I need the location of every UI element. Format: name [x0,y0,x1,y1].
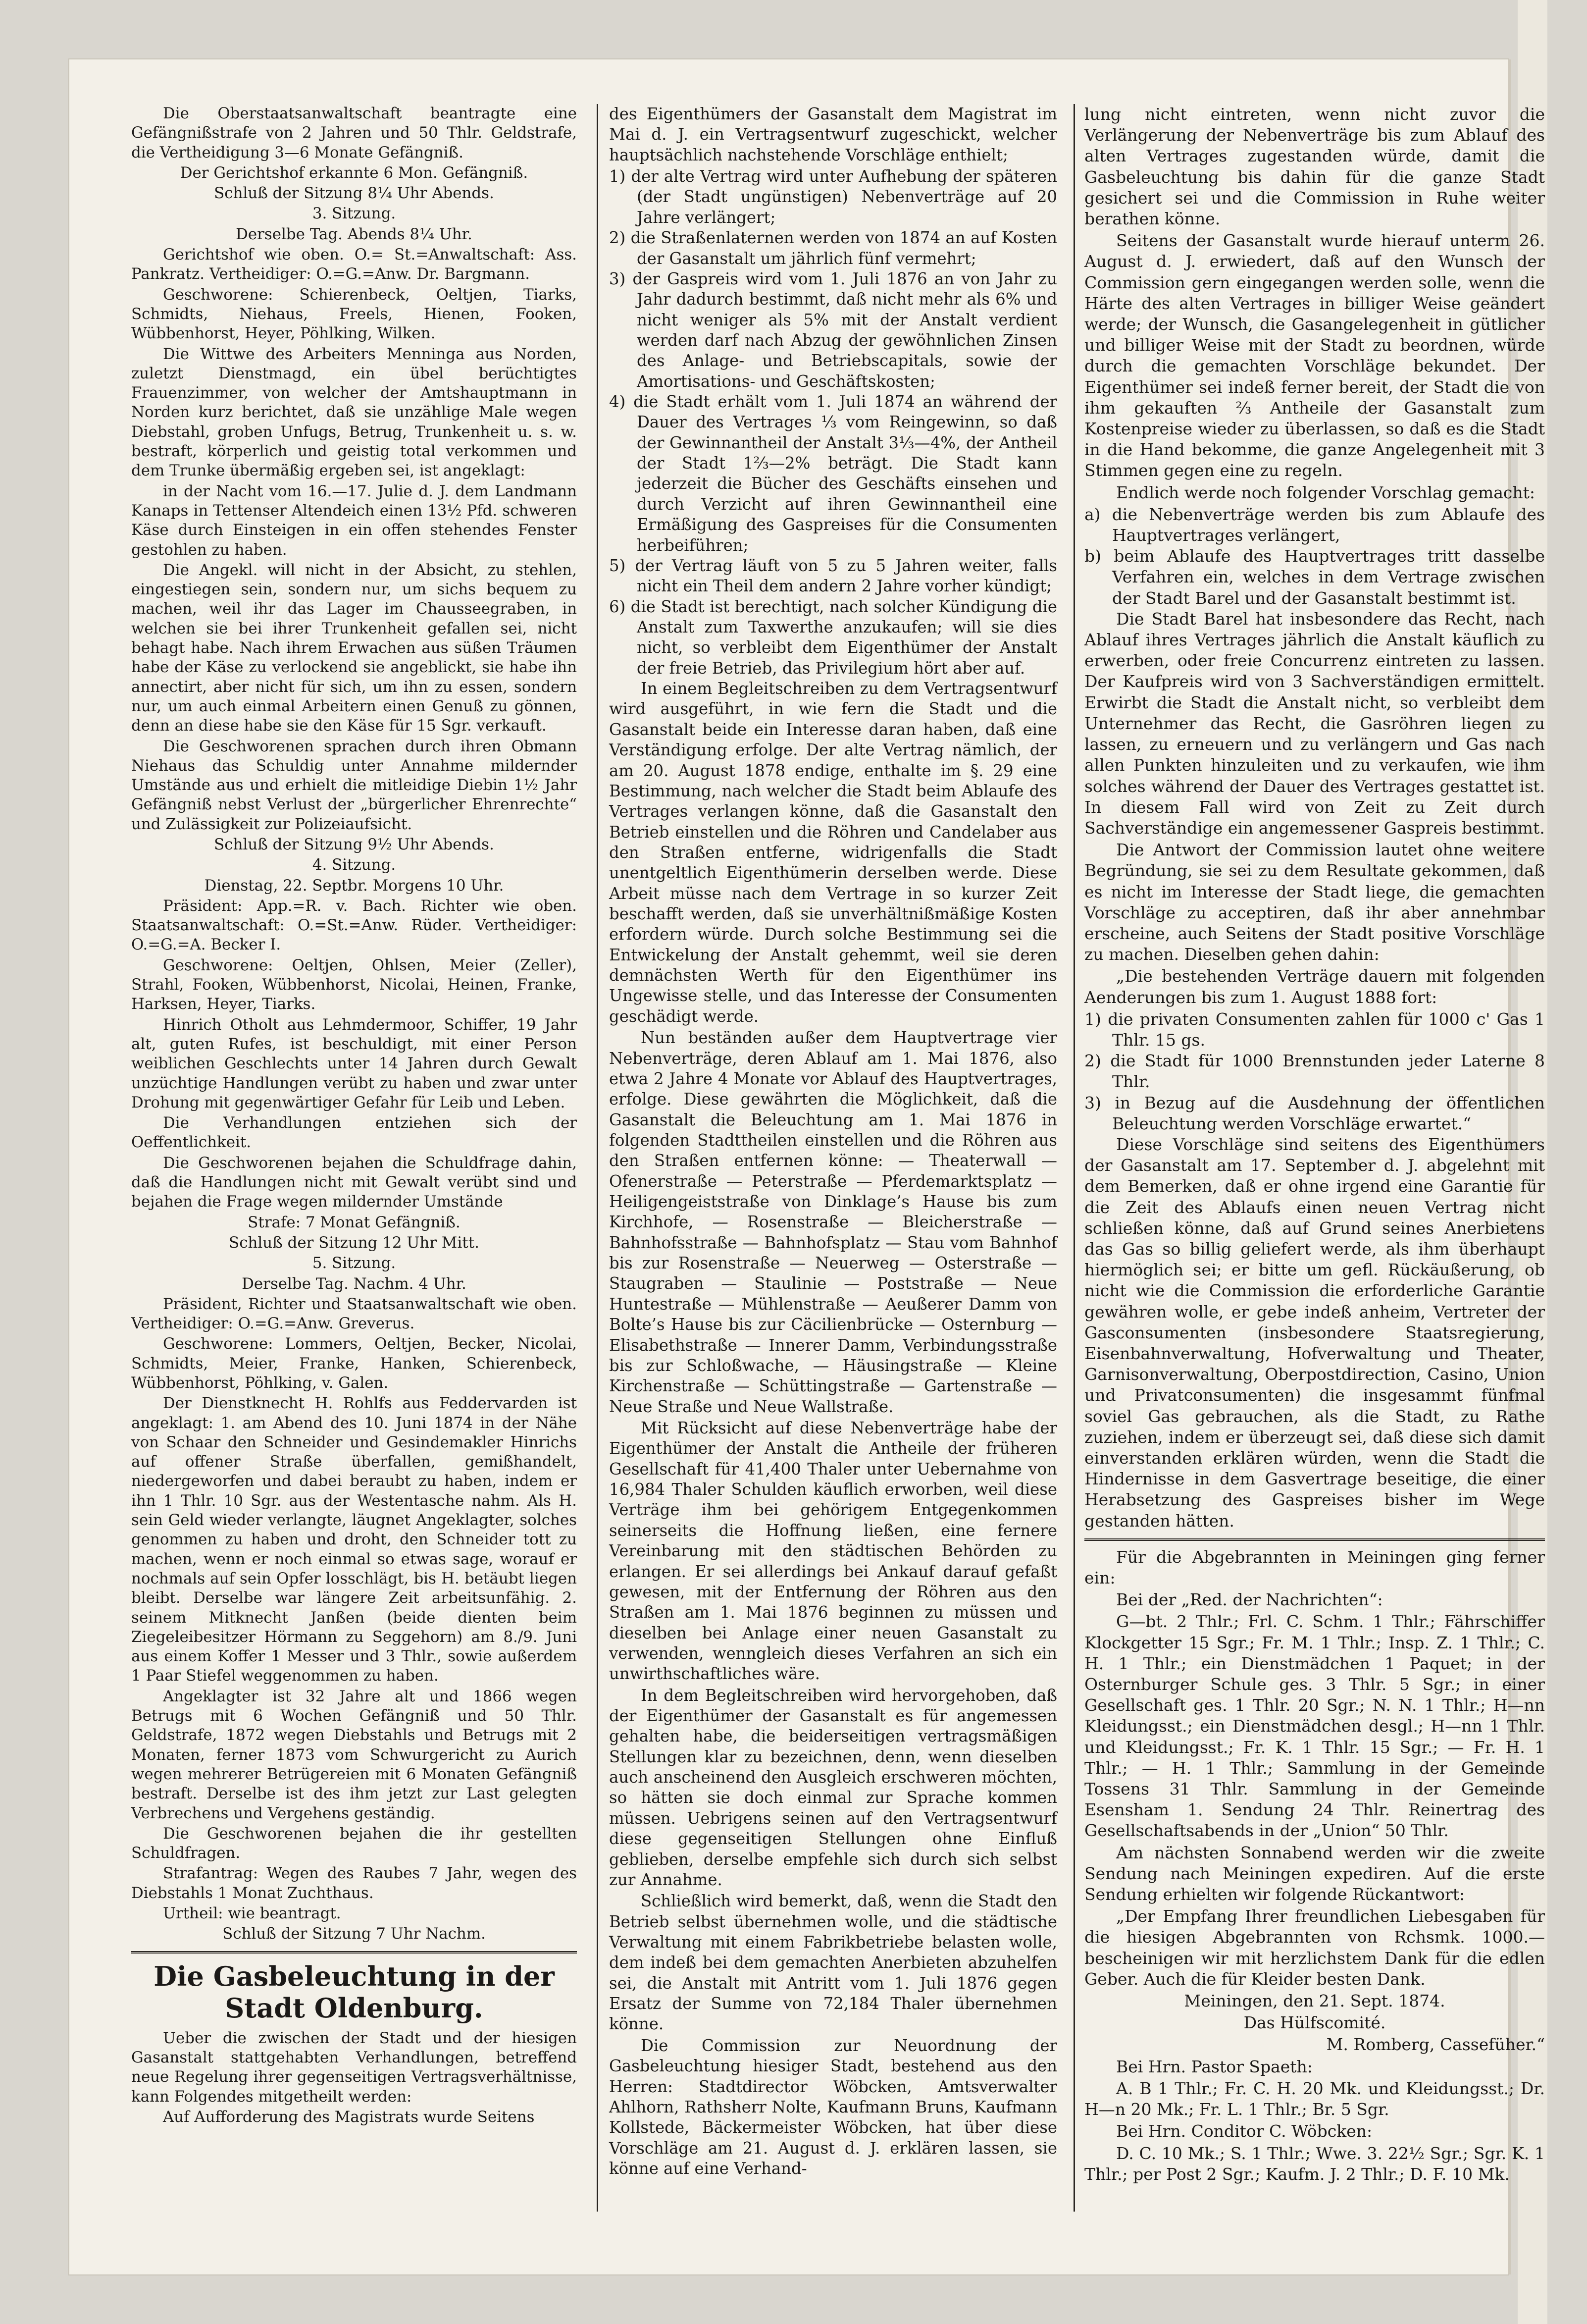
list-item: 1) der alte Vertrag wird unter Aufhebung der späteren (der Stadt ungünstigen) Nebenverträge auf 20 Jahre verlängert; [609,167,1057,227]
paragraph: G—bt. 2 Thlr.; Frl. C. Schm. 1 Thlr.; Fährschiffer Klockgetter 15 Sgr.; Fr. M. 1 Thlr.; Insp. Z. 1 Thlr.; C. H. 1 Thlr.; ein Dienstmädchen 1 Paquet; in der Osternburger Schule ges. 3 Thlr. 5 Sgr.; in einer Gesellschaft ges. 1 Thlr. 20 Sgr.; N. N. 1 Thlr.; H—nn Kleidungsst.; ein Dienstmädchen desgl.; H—nn 1 Thlr. und Kleidungsst.; Fr. K. 1 Thlr. 15 Sgr.; — Fr. H. 1 Thlr.; — H. 1 Thlr.; Sammlung in der Gemeinde Tossens 31 Thlr. Sammlung in der Gemeinde Esensham 1. Sendung 24 Thlr. Reinertrag des Gesellschaftsabends in der „Union“ 50 Thlr. [1084,1612,1545,1841]
paragraph: des Eigenthümers der Gasanstalt dem Magistrat im Mai d. J. ein Vertragsentwurf zugeschickt, welcher hauptsächlich nachstehende Vorschläge enthielt; [609,105,1057,164]
paragraph: Die Angekl. will nicht in der Absicht, zu stehlen, eingestiegen sein, sondern nur, um sichs bequem zu machen, weil ihr das Lager im Chausseegraben, in welchen sie bei ihrer Trunkenheit gefallen sei, nicht behagt habe. Nach ihrem Erwachen aus süßen Träumen habe der Käse zu verlockend sie angeblickt, sie habe ihn annectirt, aber nicht für sich, um ihn zu essen, sondern nur, um auch einmal Arbeitern einen Genuß zu gönnen, denn an diese habe sie den Käse für 15 Sgr. verkauft. [131,561,577,735]
column-rule-right [1074,104,1075,2212]
list-item: 3) der Gaspreis wird vom 1. Juli 1876 an von Jahr zu Jahr dadurch bestimmt, daß nicht mehr als 6% und nicht weniger als 5% mit der Anstalt verdient werden darf nach Abzug der gewöhnlichen Zinsen des Anlage- und Betriebscapitals, sowie der Amortisations- und Geschäftskosten; [609,269,1057,391]
column-rule-left [597,104,598,2212]
column-3 [1084,104,1545,2186]
paragraph: D. C. 10 Mk.; S. 1 Thlr.; Wwe. 3. 22½ Sgr.; Sgr. K. 1 Thlr.; per Post 2 Sgr.; Kaufm. J. 2 Thlr.; D. F. 10 Mk. [1084,2143,1545,2184]
paragraph: Schluß der Sitzung 9½ Uhr Abends. [214,835,494,853]
paragraph: Geschworene: Lommers, Oeltjen, Becker, Nicolai, Schmidts, Meier, Franke, Hanken, Schierenbeck, Wübbenhorst, Pöhlking, v. Galen. [131,1335,577,1392]
paragraph: Geschworene: Oeltjen, Ohlsen, Meier (Zeller), Strahl, Fooken, Wübbenhorst, Nicolai, Heinen, Franke, Harksen, Heyer, Tiarks. [131,956,577,1013]
paragraph: Gerichtshof wie oben. O.= St.=Anwaltschaft: Ass. Pankratz. Vertheidiger: O.=G.=Anw. Dr. Bargmann. [131,246,577,283]
article-headline: Die Gasbeleuchtung in der Stadt Oldenburg. [131,1951,577,2024]
paragraph: Endlich werde noch folgender Vorschlag gemacht: [1116,482,1535,502]
dateline: Meiningen, den 21. Sept. 1874. [1184,1991,1445,2011]
list-item: a) die Nebenverträge werden bis zum Ablaufe des Hauptvertrages verlängert, [1084,504,1545,545]
column-1 [131,104,577,2128]
paragraph: Hinrich Otholt aus Lehmdermoor, Schiffer, 19 Jahr alt, guten Rufes, ist beschuldigt, mit einer Person weiblichen Geschlechts unter 14 Jahren durch Gewalt unzüchtige Handlungen verübt zu haben und zwar unter Drohung mit gegenwärtiger Gefahr für Leib und Leben. [131,1015,577,1111]
paragraph: Am nächsten Sonnabend werden wir die zweite Sendung nach Meiningen expediren. Auf die erste Sendung erhielten wir folgende Rückantwort: [1084,1843,1545,1904]
paragraph: lung nicht eintreten, wenn nicht zuvor die Verlängerung der Nebenverträge bis zum Ablauf des alten Vertrages zugestanden würde, damit die Gasbeleuchtung bis dahin für die ganze Stadt gesichert sei und die Commission in Ruhe weiter berathen könne. [1084,105,1545,229]
list-item: 5) der Vertrag läuft von 5 zu 5 Jahren weiter, falls nicht ein Theil dem andern 2 Jahre vorher kündigt; [609,556,1057,596]
list-item: 6) die Stadt ist berechtigt, nach solcher Kündigung die Anstalt zum Taxwerthe anzukaufen; will sie dies nicht, so verbleibt dem Eigenthümer der Anstalt der freie Betrieb, das Privilegium hört aber auf. [609,597,1057,678]
column-2 [609,104,1057,2180]
paragraph: In einem Begleitschreiben zu dem Vertragsentwurf wird ausgeführt, in wie fern die Stadt und die Gasanstalt beide ein Interesse daran haben, daß eine Verständigung erfolge. Der alte Vertrag nämlich, der am 20. August 1878 endige, enthalte im §. 29 eine Bestimmung, nach welcher die Stadt beim Ablaufe des Vertrages verlangen könne, daß die Gasanstalt den Betrieb einstellen und die Röhren und Candelaber aus den Straßen entferne, widrigenfalls die Stadt unentgeltlich Eigenthümerin derselben werde. Diese Arbeit müsse nach dem Vertrage in so kurzer Zeit beschafft werden, daß sie unverhältnißmäßige Kosten erfordern würde. Durch solche Bestimmung sei die Entwickelung der Anstalt gehemmt, weil sie deren demnächsten Werth für den Eigenthümer ins Ungewisse stelle, und das Interesse der Consumenten geschädigt werde. [609,679,1057,1026]
paragraph: Nun beständen außer dem Hauptvertrage vier Nebenverträge, deren Ablauf am 1. Mai 1876, also etwa 2 Jahre 4 Monate vor Ablauf des Hauptvertrages, erfolge. Diese gewährten die Möglichkeit, daß die Gasanstalt die Beleuchtung am 1. Mai 1876 in folgenden Stadttheilen einstellen und die Röhren aus den Straßen entfernen könne: — Theaterwall — Ofenerstraße — Peterstraße — Pferdemarktsplatz — Heiligengeiststraße von Dinklage’s Hause bis zum Kirchhofe, — Rosenstraße — Bleicherstraße — Bahnhofsstraße — Bahnhofsplatz — Stau vom Bahnhof bis zur Rosenstraße — Neuerweg — Osterstraße — Staugraben — Staulinie — Poststraße — Neue Huntestraße — Mühlenstraße — Aeußerer Damm von Bolte’s Hause bis zur Cäcilienbrücke — Osternburg — Elisabethstraße — Innerer Damm, Verbindungsstraße bis zur Schloßwache, — Häusingstraße — Kleine Kirchenstraße — Schüttingstraße — Gartenstraße — Neue Straße und Neue Wallstraße. [609,1028,1057,1416]
paragraph: Dienstag, 22. Septbr. Morgens 10 Uhr. [204,876,504,895]
paragraph: Der Gerichtshof erkannte 6 Mon. Gefängniß. [180,163,528,182]
paragraph: Angeklagter ist 32 Jahre alt und 1866 wegen Betrugs mit 6 Wochen Gefängniß und 50 Thlr. Geldstrafe, 1872 wegen Diebstahls und Betrugs mit 2 Monaten, ferner 1873 vom Schwurgericht zu Aurich wegen mehrerer Betrügereien mit 6 Monaten Gefängniß bestraft. Derselbe ist des ihm jetzt zur Last gelegten Verbrechens und Vergehens geständig. [131,1687,577,1822]
paragraph: Die Wittwe des Arbeiters Menninga aus Norden, zuletzt Dienstmagd, ein übel berüchtigtes Frauenzimmer, von welcher der Amtshauptmann in Norden kurz berichtet, daß sie unzählige Male wegen Diebstahl, groben Unfugs, Betrug, Trunkenheit u. s. w. bestraft, körperlich und geistig total verkommen und dem Trunke übermäßig ergeben sei, ist angeklagt: [131,345,577,480]
list-item: b) beim Ablaufe des Hauptvertrages tritt dasselbe Verfahren ein, welches in dem Vertrage zwischen der Stadt Barel und der Gasanstalt bestimmt ist. [1084,546,1545,608]
paragraph: Die Verhandlungen entziehen sich der Oeffentlichkeit. [131,1114,577,1152]
paragraph: in der Nacht vom 16.—17. Julie d. J. dem Landmann Kanaps in Tettenser Altendeich einen 13½ Pfd. schweren Käse durch Einsteigen in ein offen stehendes Fenster gestohlen zu haben. [131,482,577,559]
paragraph: Urtheil: wie beantragt. [163,1904,341,1923]
section-heading: 5. Sitzung. [312,1254,396,1272]
paragraph: Derselbe Tag. Nachm. 4 Uhr. [242,1274,466,1293]
paragraph: Bei Hrn. Conditor C. Wöbcken: [1116,2121,1373,2141]
proposal-list [609,166,1057,679]
paragraph: Strafantrag: Wegen des Raubes 7 Jahr, wegen des Diebstahls 1 Monat Zuchthaus. [131,1864,577,1902]
paragraph: Die Antwort der Commission lautet ohne weitere Begründung, sie sei zu dem Resultate gekommen, daß es nicht im Interesse der Stadt liege, die gemachten Vorschläge zu acceptiren, daß ihr aber annehmbar erscheine, auch Seitens der Stadt positive Vorschläge zu machen. Dieselben gehen dahin: [1084,840,1545,964]
signature: M. Romberg, Cassefüher.“ [1326,2035,1545,2055]
paragraph: Schluß der Sitzung 8¼ Uhr Abends. [214,184,494,203]
paragraph: Die Commission zur Neuordnung der Gasbeleuchtung hiesiger Stadt, bestehend aus den Herren: Stadtdirector Wöbcken, Amtsverwalter Ahlhorn, Rathsherr Nolte, Kaufmann Bruns, Kaufmann Kollstede, Bäckermeister Wöbcken, hat über diese Vorschläge am 21. August d. J. erklären lassen, sie könne auf eine Verhand- [609,2036,1057,2178]
paragraph: Präsident, Richter und Staatsanwaltschaft wie oben. Vertheidiger: O.=G.=Anw. Greverus. [131,1295,577,1333]
paragraph: Schluß der Sitzung 7 Uhr Nachm. [222,1925,486,1943]
paragraph: Schließlich wird bemerkt, daß, wenn die Stadt den Betrieb selbst übernehmen wolle, und die städtische Verwaltung mit einem Fabrikbetriebe belasten wolle, dem indeß bei dem gemachten Anerbieten abzuhelfen sei, die Anstalt mit Antritt vom 1. Juli 1876 gegen Ersatz der Summe von 72,184 Thaler übernehmen könne. [609,1892,1057,2034]
paragraph: Mit Rücksicht auf diese Nebenverträge habe der Eigenthümer der Anstalt die Antheile der früheren Gesellschaft für 41,400 Thaler unter Uebernahme von 16,984 Thaler Schulden käuflich erworben, weil diese Verträge ihm bei gehörigem Entgegenkommen seinerseits die Hoffnung ließen, eine fernere Vereinbarung mit den städtischen Behörden zu erlangen. Er sei allerdings bei Ankauf darauf gefaßt gewesen, mit der Entfernung der Röhren aus den Straßen am 1. Mai 1876 beginnen zu müssen und dieselben bei Anlage einer neuen Gasanstalt zu verwenden, wenngleich dieses Verfahren an sich ein unwirthschaftliches wäre. [609,1419,1057,1684]
list-item: 2) die Straßenlaternen werden von 1874 an auf Kosten der Gasanstalt um jährlich fünf vermehrt; [609,228,1057,268]
paragraph: Auf Aufforderung des Magistrats wurde Seitens [163,2108,535,2126]
paragraph: Geschworene: Schierenbeck, Oeltjen, Tiarks, Schmidts, Niehaus, Freels, Hienen, Fooken, Wübbenhorst, Heyer, Pöhlking, Wilken. [131,285,577,343]
paragraph: Bei Hrn. Pastor Spaeth: [1116,2057,1313,2076]
paragraph: Die Stadt Barel hat insbesondere das Recht, nach Ablauf ihres Vertrages jährlich die Anstalt käuflich zu erwerben, oder freie Concurrenz eintreten zu lassen. Der Kaufpreis wird von 3 Sachverständigen ermittelt. Erwirbt die Stadt die Anstalt nicht, so verbleibt dem Unternehmer das Recht, die Gasröhren liegen zu lassen, zu erneuern und zu verlängern und Gas nach allen Punkten hinzuleiten und zu verkaufen, wie ihm solches während der Dauer des Vertrages gestattet ist. In diesem Fall wird von Zeit zu Zeit durch Sachverständige ein angemessener Gaspreis bestimmt. [1084,609,1545,838]
paragraph: Strafe: 7 Monat Gefängniß. [248,1213,461,1231]
proposal-list [1084,1009,1545,1134]
paragraph: Derselbe Tag. Abends 8¼ Uhr. [236,225,472,243]
donations-heading: Für die Abgebrannten in Meiningen ging ferner ein: [1084,1547,1545,1588]
paragraph: Ueber die zwischen der Stadt und der hiesigen Gasanstalt stattgehabten Verhandlungen, betreffend neue Regelung ihrer gegenseitigen Vertragsverhältnisse, kann Folgendes mitgetheilt werden: [131,2029,577,2106]
paragraph: Diese Vorschläge sind seitens des Eigenthümers der Gasanstalt am 17. September d. J. abgelehnt mit dem Bemerken, daß er ohne irgend eine Garantie für die Zeit des Ablaufs einen neuen Vertrag nicht schließen könne, daß auf Grund seines Anerbietens das Gas so billig geliefert werde, als ihm überhaupt hiermöglich sei; er bitte um gefl. Rückäußerung, ob nicht wie die Commission die erforderliche Garantie gewähren wolle, er gebe indeß anheim, Vertreter der Gasconsumenten (insbesondere Staatsregierung, Eisenbahnverwaltung, Hofverwaltung und Theater, Garnisonverwaltung, Oberpostdirection, Casino, Union und Privatconsumenten) die insgesammt fünfmal soviel Gas gebrauchen, als die Stadt, zu Rathe zuziehen, indem er überzeugt sei, daß diese sich damit einverstanden erklären würden, wenn die Stadt die Hindernisse in dem Gasvertrage beseitige, die einer Herabsetzung des Gaspreises bisher im Wege gestanden hätten. [1084,1134,1545,1531]
paragraph: „Der Empfang Ihrer freundlichen Liebesgaben für die hiesigen Abgebrannten von Rchsmk. 1000.— bescheinigen wir mit herzlichstem Dank für die edlen Geber. Auch die für Kleider besten Dank. [1084,1906,1545,1989]
paragraph: In dem Begleitschreiben wird hervorgehoben, daß der Eigenthümer der Gasanstalt es für angemessen gehalten habe, die beiderseitigen vertragsmäßigen Stellungen klar zu bezeichnen, denn, wenn dieselben auch anscheinend den Ausgleich erschweren möchten, so hätten sie doch einmal zur Sprache kommen müssen. Uebrigens seinen auf den Vertragsentwurf diese gegenseitigen Stellungen ohne Einfluß geblieben, derselbe empfehle sich durch sich selbst zur Annahme. [609,1686,1057,1889]
paragraph: A. B 1 Thlr.; Fr. C. H. 20 Mk. und Kleidungsst.; Dr. H—n 20 Mk.; Fr. L. 1 Thlr.; Br. 5 Sgr. [1084,2078,1545,2119]
paragraph: Der Dienstknecht H. Rohlfs aus Feddervarden ist angeklagt: 1. am Abend des 10. Juni 1874 in der Nähe von Schaar den Schneider und Gesindemakler Hinrichs auf offener Straße überfallen, gemißhandelt, niedergeworfen und dabei beraubt zu haben, indem er ihn 1 Thlr. 10 Sgr. aus der Westentasche nahm. Als H. sein Geld wieder verlangte, läugnet Angeklagter, solches genommen zu haben und droht, den Schneider tott zu machen, wenn er noch einmal so etwas sage, worauf er nochmals auf sein Opfer losschlägt, bis H. betäubt liegen bleibt. Derselbe war längere Zeit arbeitsunfähig. 2. seinem Mitknecht Janßen (beide dienten beim Ziegeleibesitzer Hörmann zu Seggehorn) am 8./9. Juni aus einem Koffer 1 Messer und 3 Thlr., sowie außerdem 1 Paar Stiefel weggenommen zu haben. [131,1394,577,1685]
paragraph: Bei der „Red. der Nachrichten“: [1116,1590,1383,1610]
paragraph: Die Oberstaatsanwaltschaft beantragte eine Gefängnißstrafe von 2 Jahren und 50 Thlr. Geldstrafe, die Vertheidigung 3—6 Monate Gefängniß. [131,105,577,161]
paragraph: Die Geschworenen sprachen durch ihren Obmann Niehaus das Schuldig unter Annahme mildernder Umstände aus und erhielt die mitleidige Diebin 1½ Jahr Gefängniß nebst Verlust der „bürgerlicher Ehrenrechte“ und Zulässigkeit zur Polizeiaufsicht. [131,737,577,833]
list-item: 4) die Stadt erhält vom 1. Juli 1874 an während der Dauer des Vertrages ⅓ vom Reingewinn, so daß der Gewinnantheil der Anstalt 3⅓—4%, der Antheil der Stadt 1⅔—2% beträgt. Die Stadt kann jederzeit die Bücher des Geschäfts einsehen und durch Verzicht auf ihren Gewinnantheil eine Ermäßigung des Gaspreises für die Consumenten herbeiführen; [609,392,1057,555]
list-item: 1) die privaten Consumenten zahlen für 1000 c' Gas 1 Thlr. 15 gs. [1084,1009,1545,1050]
section-heading: 4. Sitzung. [312,856,396,874]
paragraph: Die Geschworenen bejahen die Schuldfrage dahin, daß die Handlungen nicht mit Gewalt verübt sind und bejahen die Frage wegen mildernder Umstände [131,1154,577,1211]
paragraph: Die Geschworenen bejahen die ihr gestellten Schuldfragen. [131,1824,577,1862]
paragraph: Das Hülfscomité. [1243,2013,1386,2033]
list-item: 3) in Bezug auf die Ausdehnung der öffentlichen Beleuchtung werden Vorschläge erwartet.“ [1084,1093,1545,1133]
paragraph: Präsident: App.=R. v. Bach. Richter wie oben. Staatsanwaltschaft: O.=St.=Anw. Rüder. Vertheidiger: O.=G.=A. Becker I. [131,897,577,954]
paragraph: Seitens der Gasanstalt wurde hierauf unterm 26. August d. J. erwiedert, daß auf den Wunsch der Commission gern eingegangen werden solle, wenn die Härte des alten Vertrages in billiger Weise geändert werde; der Wunsch, die Gasangelegenheit in gütlicher und billiger Weise mit der Stadt zu beordnen, würde durch die gemachten Vorschläge bekundet. Der Eigenthümer sei indeß ferner bereit, der Stadt die von ihm gekauften ⅔ Antheile der Gasanstalt zum Kostenpreise wieder zu überlassen, so daß es die Stadt in die Hand bekomme, die ganze Angelegenheit mit 3 Stimmen gegen eine zu regeln. [1084,231,1545,480]
section-divider [1084,1538,1545,1541]
section-heading: 3. Sitzung. [312,205,396,223]
paragraph: Schluß der Sitzung 12 Uhr Mitt. [229,1233,479,1252]
paragraph: „Die bestehenden Verträge dauern mit folgenden Aenderungen bis zum 1. August 1888 fort: [1084,966,1545,1007]
list-item: 2) die Stadt für 1000 Brennstunden jeder Laterne 8 Thlr. [1084,1051,1545,1092]
proposal-list [1084,504,1545,609]
